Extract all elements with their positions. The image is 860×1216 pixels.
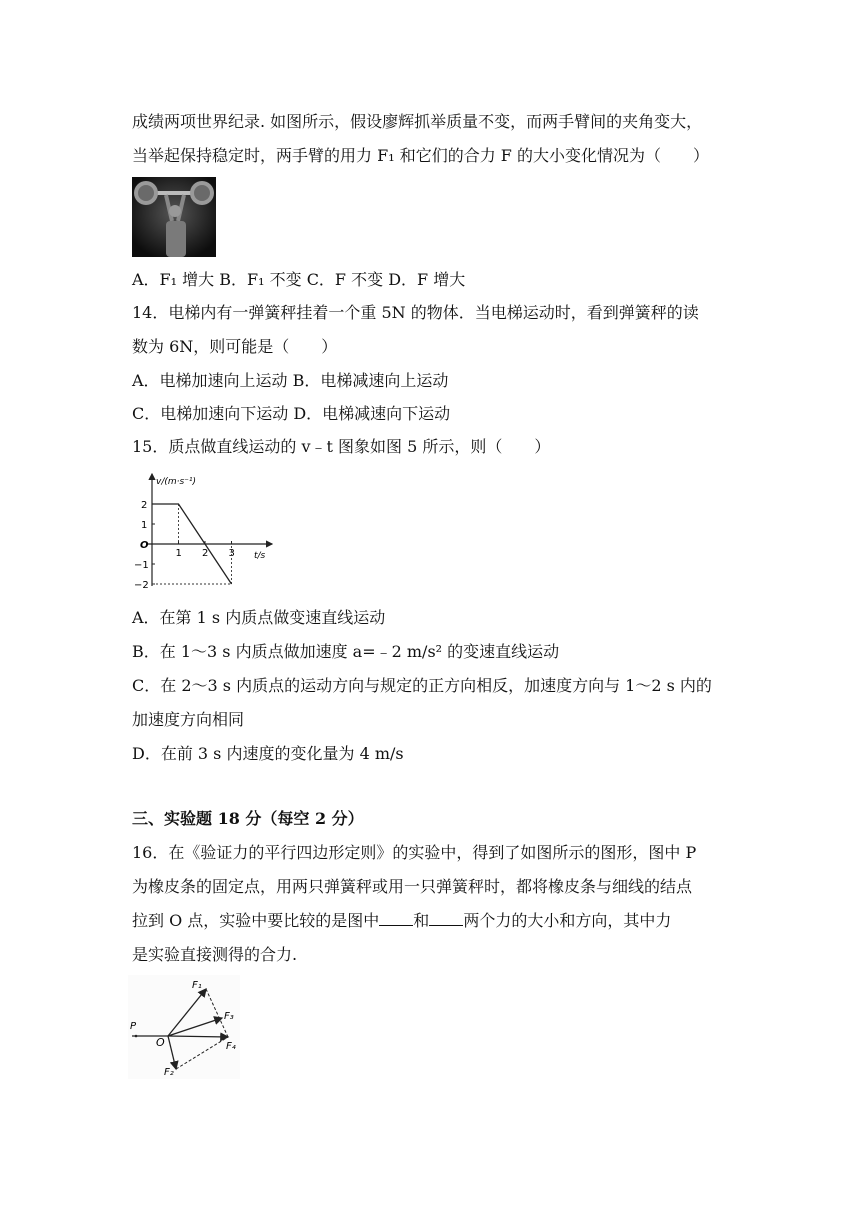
q13-line1: 成绩两项世界纪录. 如图所示，假设廖辉抓举质量不变，而两手臂间的夹角变大， (132, 112, 703, 131)
q14-options-ab: A．电梯加速向上运动 B．电梯减速向上运动 (132, 371, 449, 390)
label-f4: F₄ (226, 1041, 236, 1052)
point-p (135, 1035, 138, 1038)
y-tick-label: −2 (134, 580, 149, 591)
q14-line1: 14．电梯内有一弹簧秤挂着一个重 5N 的物体．当电梯运动时，看到弹簧秤的读 (132, 303, 699, 322)
q15-option-a: A．在第 1 s 内质点做变速直线运动 (132, 608, 386, 627)
y-tick-label: 1 (141, 520, 148, 531)
y-tick-label: 2 (141, 500, 148, 511)
y-tick-label: −1 (134, 560, 149, 571)
label-f3: F₃ (224, 1011, 234, 1022)
q15-option-c2: 加速度方向相同 (132, 710, 245, 729)
q16-line3-c: 两个力的大小和方向，其中力 (463, 911, 672, 930)
answer-blank-1[interactable] (379, 911, 413, 926)
q15-option-b: B．在 1～3 s 内质点做加速度 a=﹣2 m/s² 的变速直线运动 (132, 642, 560, 661)
x-axis-label: t/s (254, 551, 266, 561)
q15-stem: 15．质点做直线运动的 v﹣t 图象如图 5 所示，则（ ） (132, 437, 551, 456)
q15-option-d: D．在前 3 s 内速度的变化量为 4 m/s (132, 744, 404, 763)
q13-options: A．F₁ 增大 B．F₁ 不变 C．F 不变 D．F 增大 (132, 270, 466, 289)
y-axis-label: v/(m·s⁻¹) (156, 477, 197, 487)
x-tick-label: 2 (202, 548, 209, 559)
q16-line3 (132, 911, 671, 931)
weightlifter-photo (132, 177, 216, 257)
q16-line1: 16．在《验证力的平行四边形定则》的实验中，得到了如图所示的图形，图中 P (132, 843, 697, 862)
q15-option-c1: C．在 2～3 s 内质点的运动方向与规定的正方向相反，加速度方向与 1～2 s 内的 (132, 676, 712, 695)
label-o: O (156, 1036, 165, 1049)
origin-label: O (140, 540, 149, 551)
q14-options-cd: C．电梯加速向下运动 D．电梯减速向下运动 (132, 404, 451, 423)
answer-blank-2[interactable] (429, 911, 463, 926)
x-tick-label: 1 (175, 548, 182, 559)
section-title: 三、实验题 18 分（每空 2 分） (132, 809, 364, 828)
vt-graph (132, 468, 278, 596)
q14-line2: 数为 6N，则可能是（ ） (132, 337, 338, 356)
q13-line2: 当举起保持稳定时，两手臂的用力 F₁ 和它们的合力 F 的大小变化情况为（ ） (132, 146, 709, 165)
x-tick-label: 3 (228, 548, 235, 559)
force-diagram (128, 975, 240, 1083)
label-f1: F₁ (192, 980, 202, 991)
q16-line2: 为橡皮条的固定点，用两只弹簧秤或用一只弹簧秤时，都将橡皮条与细线的结点 (132, 877, 693, 896)
label-f2: F₂ (164, 1067, 174, 1078)
q16-line3-a: 拉到 O 点，实验中要比较的是图中 (132, 911, 380, 930)
q16-line4: 是实验直接测得的合力. (132, 945, 298, 964)
q16-line3-b: 和 (413, 911, 430, 930)
label-p: P (130, 1021, 137, 1032)
